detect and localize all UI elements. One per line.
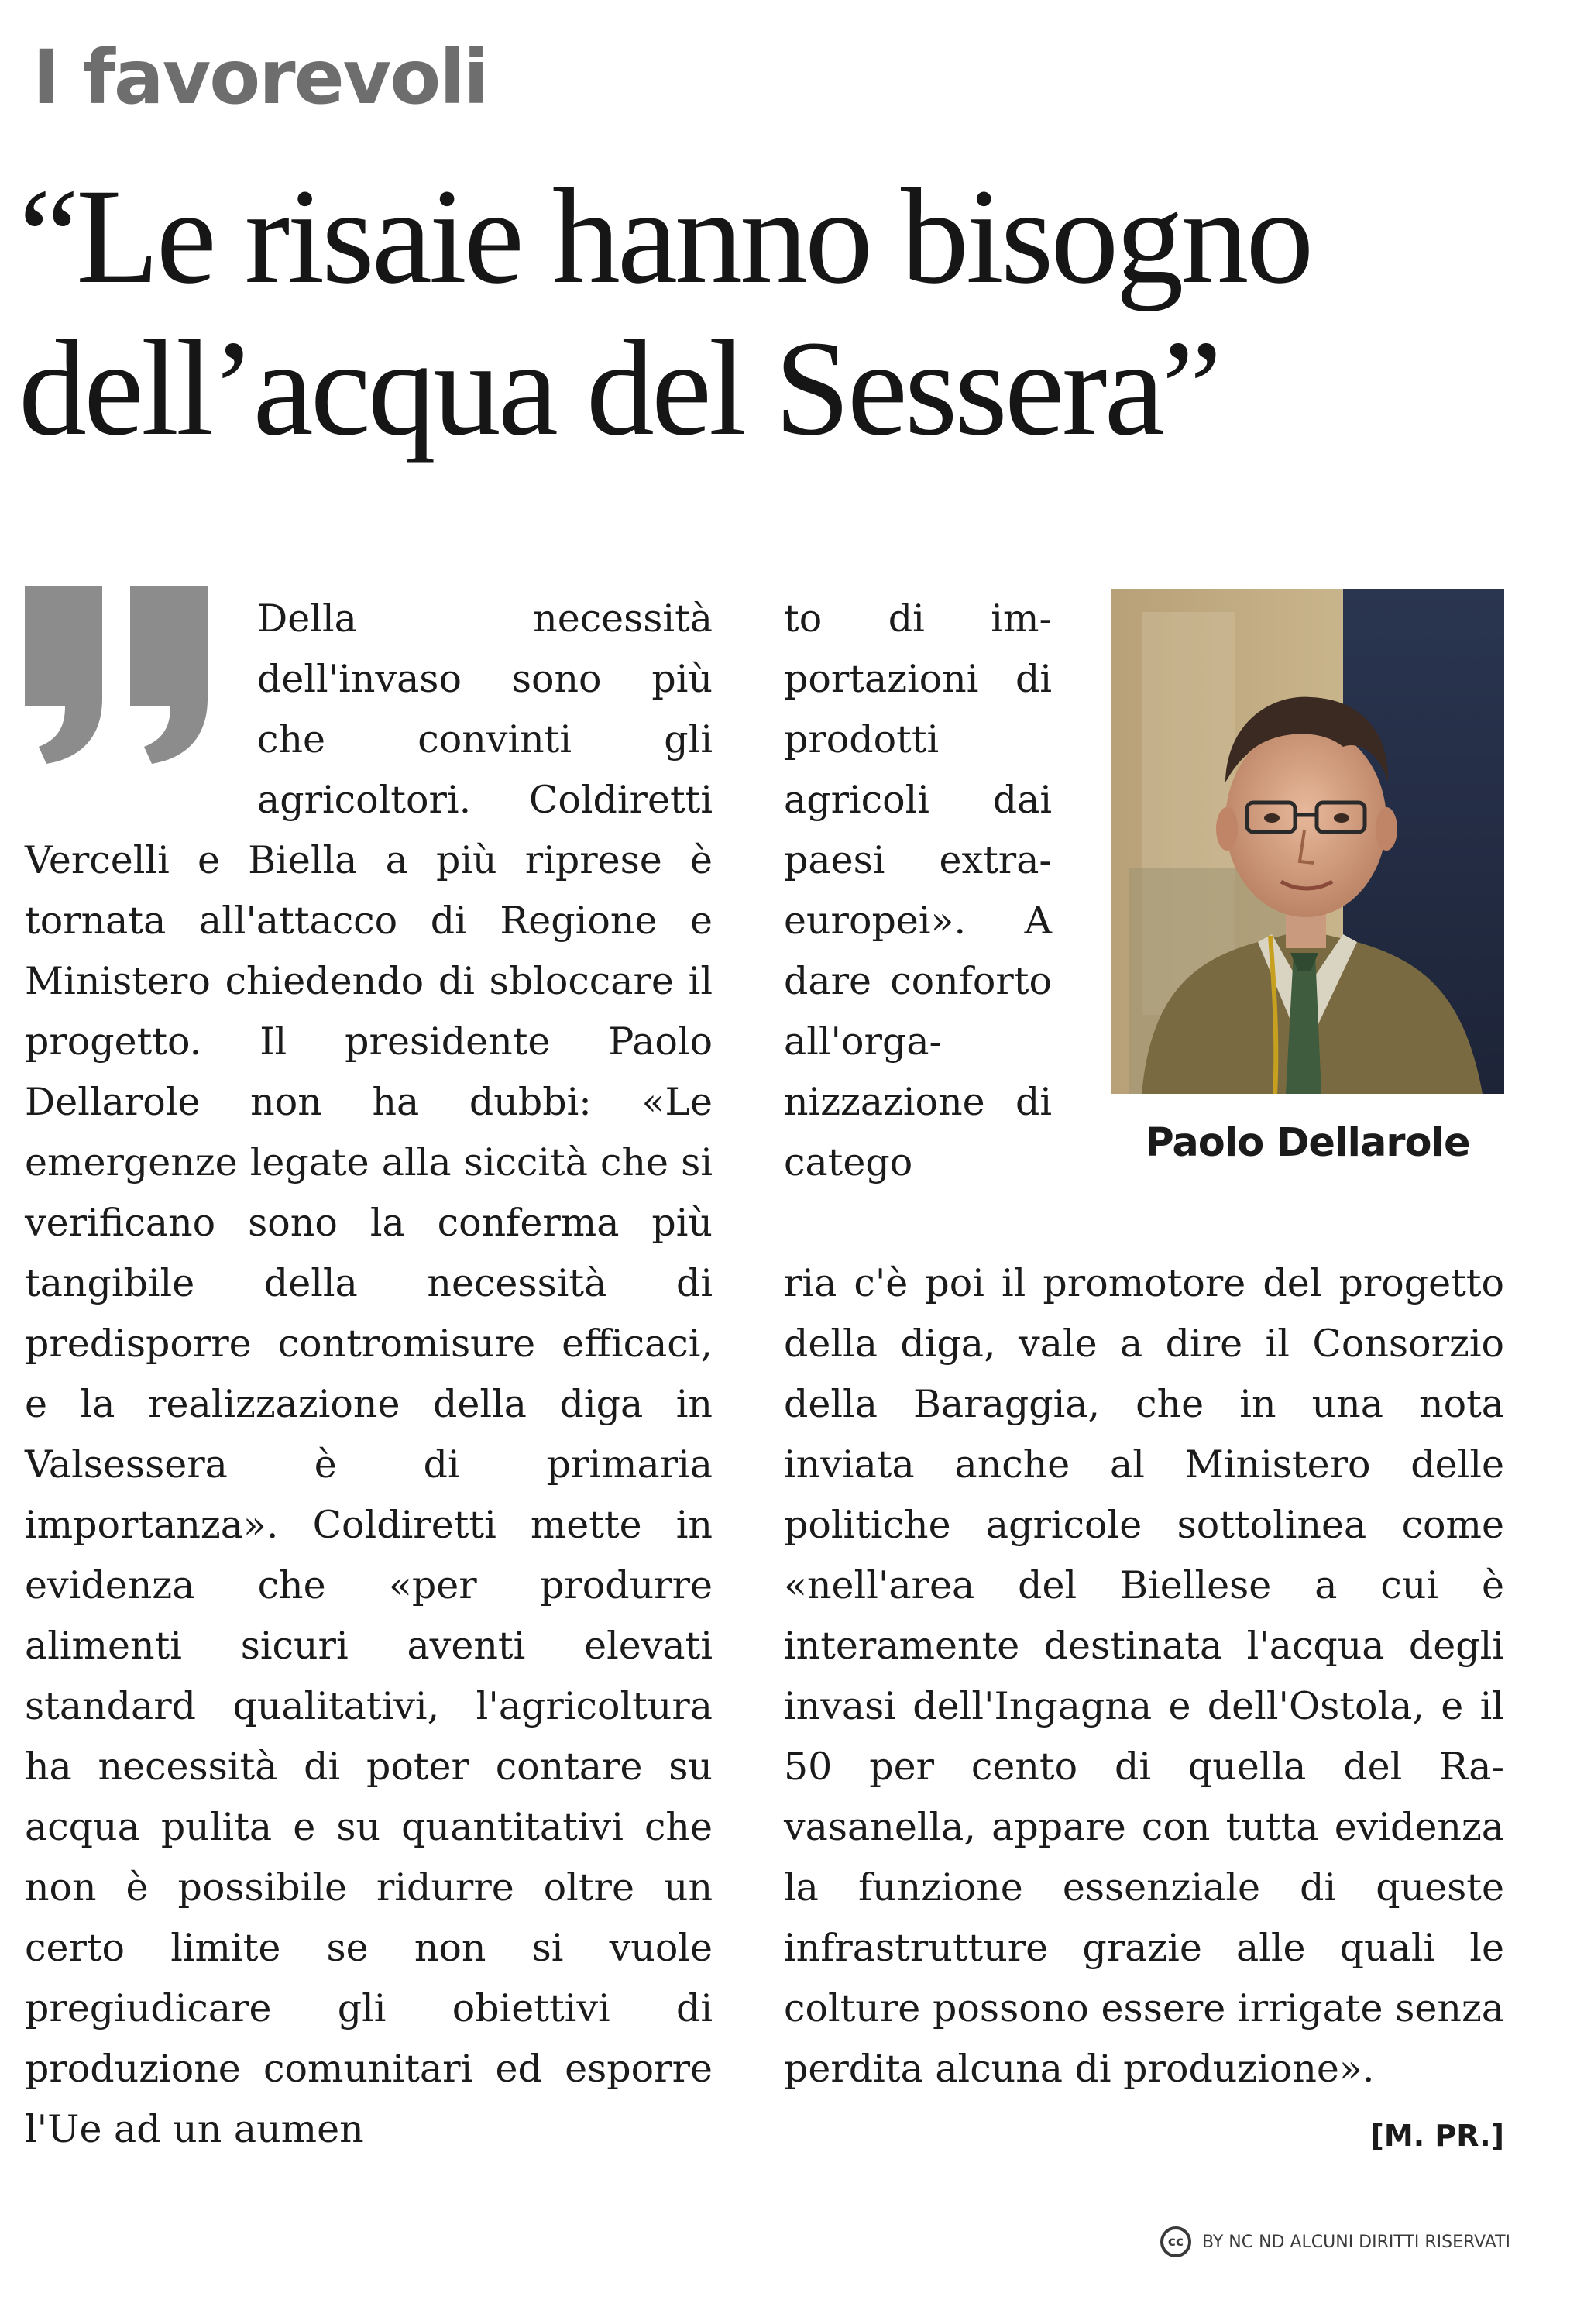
article-headline (19, 161, 1560, 465)
creative-commons-icon: cc (1160, 2226, 1191, 2257)
article-column-1 (25, 589, 713, 2160)
article-column-3 (784, 1253, 1504, 2166)
column-2-text: to di importazioni di prodotti agricoli dai paesi extra-europei». A dare conforto all'organizzazione di catego (784, 596, 1052, 1184)
column-3-body: ria c'è poi il promotore del progetto della diga, vale a dire il Consorzio della Baraggia, che in una nota inviata anche al Ministero delle politiche agricole sottolinea come «nell'area del Biellese a cui è interamente destinata l'acqua degli invasi dell'Ingagna e dell'Ostola, e il 50 per cento di quella del Ravasanella, appare con tutta evidenza la funzione essenziale di queste infrastrutture grazie alle quali le colture possono essere irrigate senza perdita alcuna di produzione». (784, 1261, 1504, 2091)
license-notice (1160, 2222, 1510, 2262)
article-column-2 (784, 589, 1052, 1193)
license-text: BY NC ND ALCUNI DIRITTI RISERVATI (1201, 2232, 1510, 2252)
section-kicker: I favorevoli (33, 34, 488, 121)
headline-line-1: “Le risaie hanno bisogno (19, 161, 1311, 312)
portrait-illustration (1111, 589, 1504, 1094)
photo-caption: Paolo Dellarole (1145, 1120, 1470, 1166)
headline-line-2: dell’acqua del Sessera” (19, 313, 1219, 464)
column-1-text: Della necessità dell'invaso sono più che convinti gli agricoltori. Coldiretti Vercelli e Biella a più riprese è tornata all'attacco di Regione e Ministero chiedendo di sbloccare il progetto. Il presidente Paolo Dellarole non ha dubbi: «Le emergenze legate alla siccità che si verificano sono la conferma più tangibile della necessità di predisporre contromisure efficaci, e la realizzazione della diga in Valsessera è di primaria importanza». Coldiretti mette in evidenza che «per produrre alimenti sicuri aventi elevati standard qualitativi, l'agricoltura ha necessità di poter contare su acqua pulita e su quantitativi che non è possibile ridurre oltre un certo limite se non si vuole pregiudicare gli obiettivi di produzione comunitari ed esporre l'Ue ad un aumen (25, 596, 713, 2151)
portrait-photo (1111, 589, 1504, 1094)
author-signature: [M. PR.] (1370, 2119, 1504, 2153)
column-3-text (784, 1253, 1504, 2153)
